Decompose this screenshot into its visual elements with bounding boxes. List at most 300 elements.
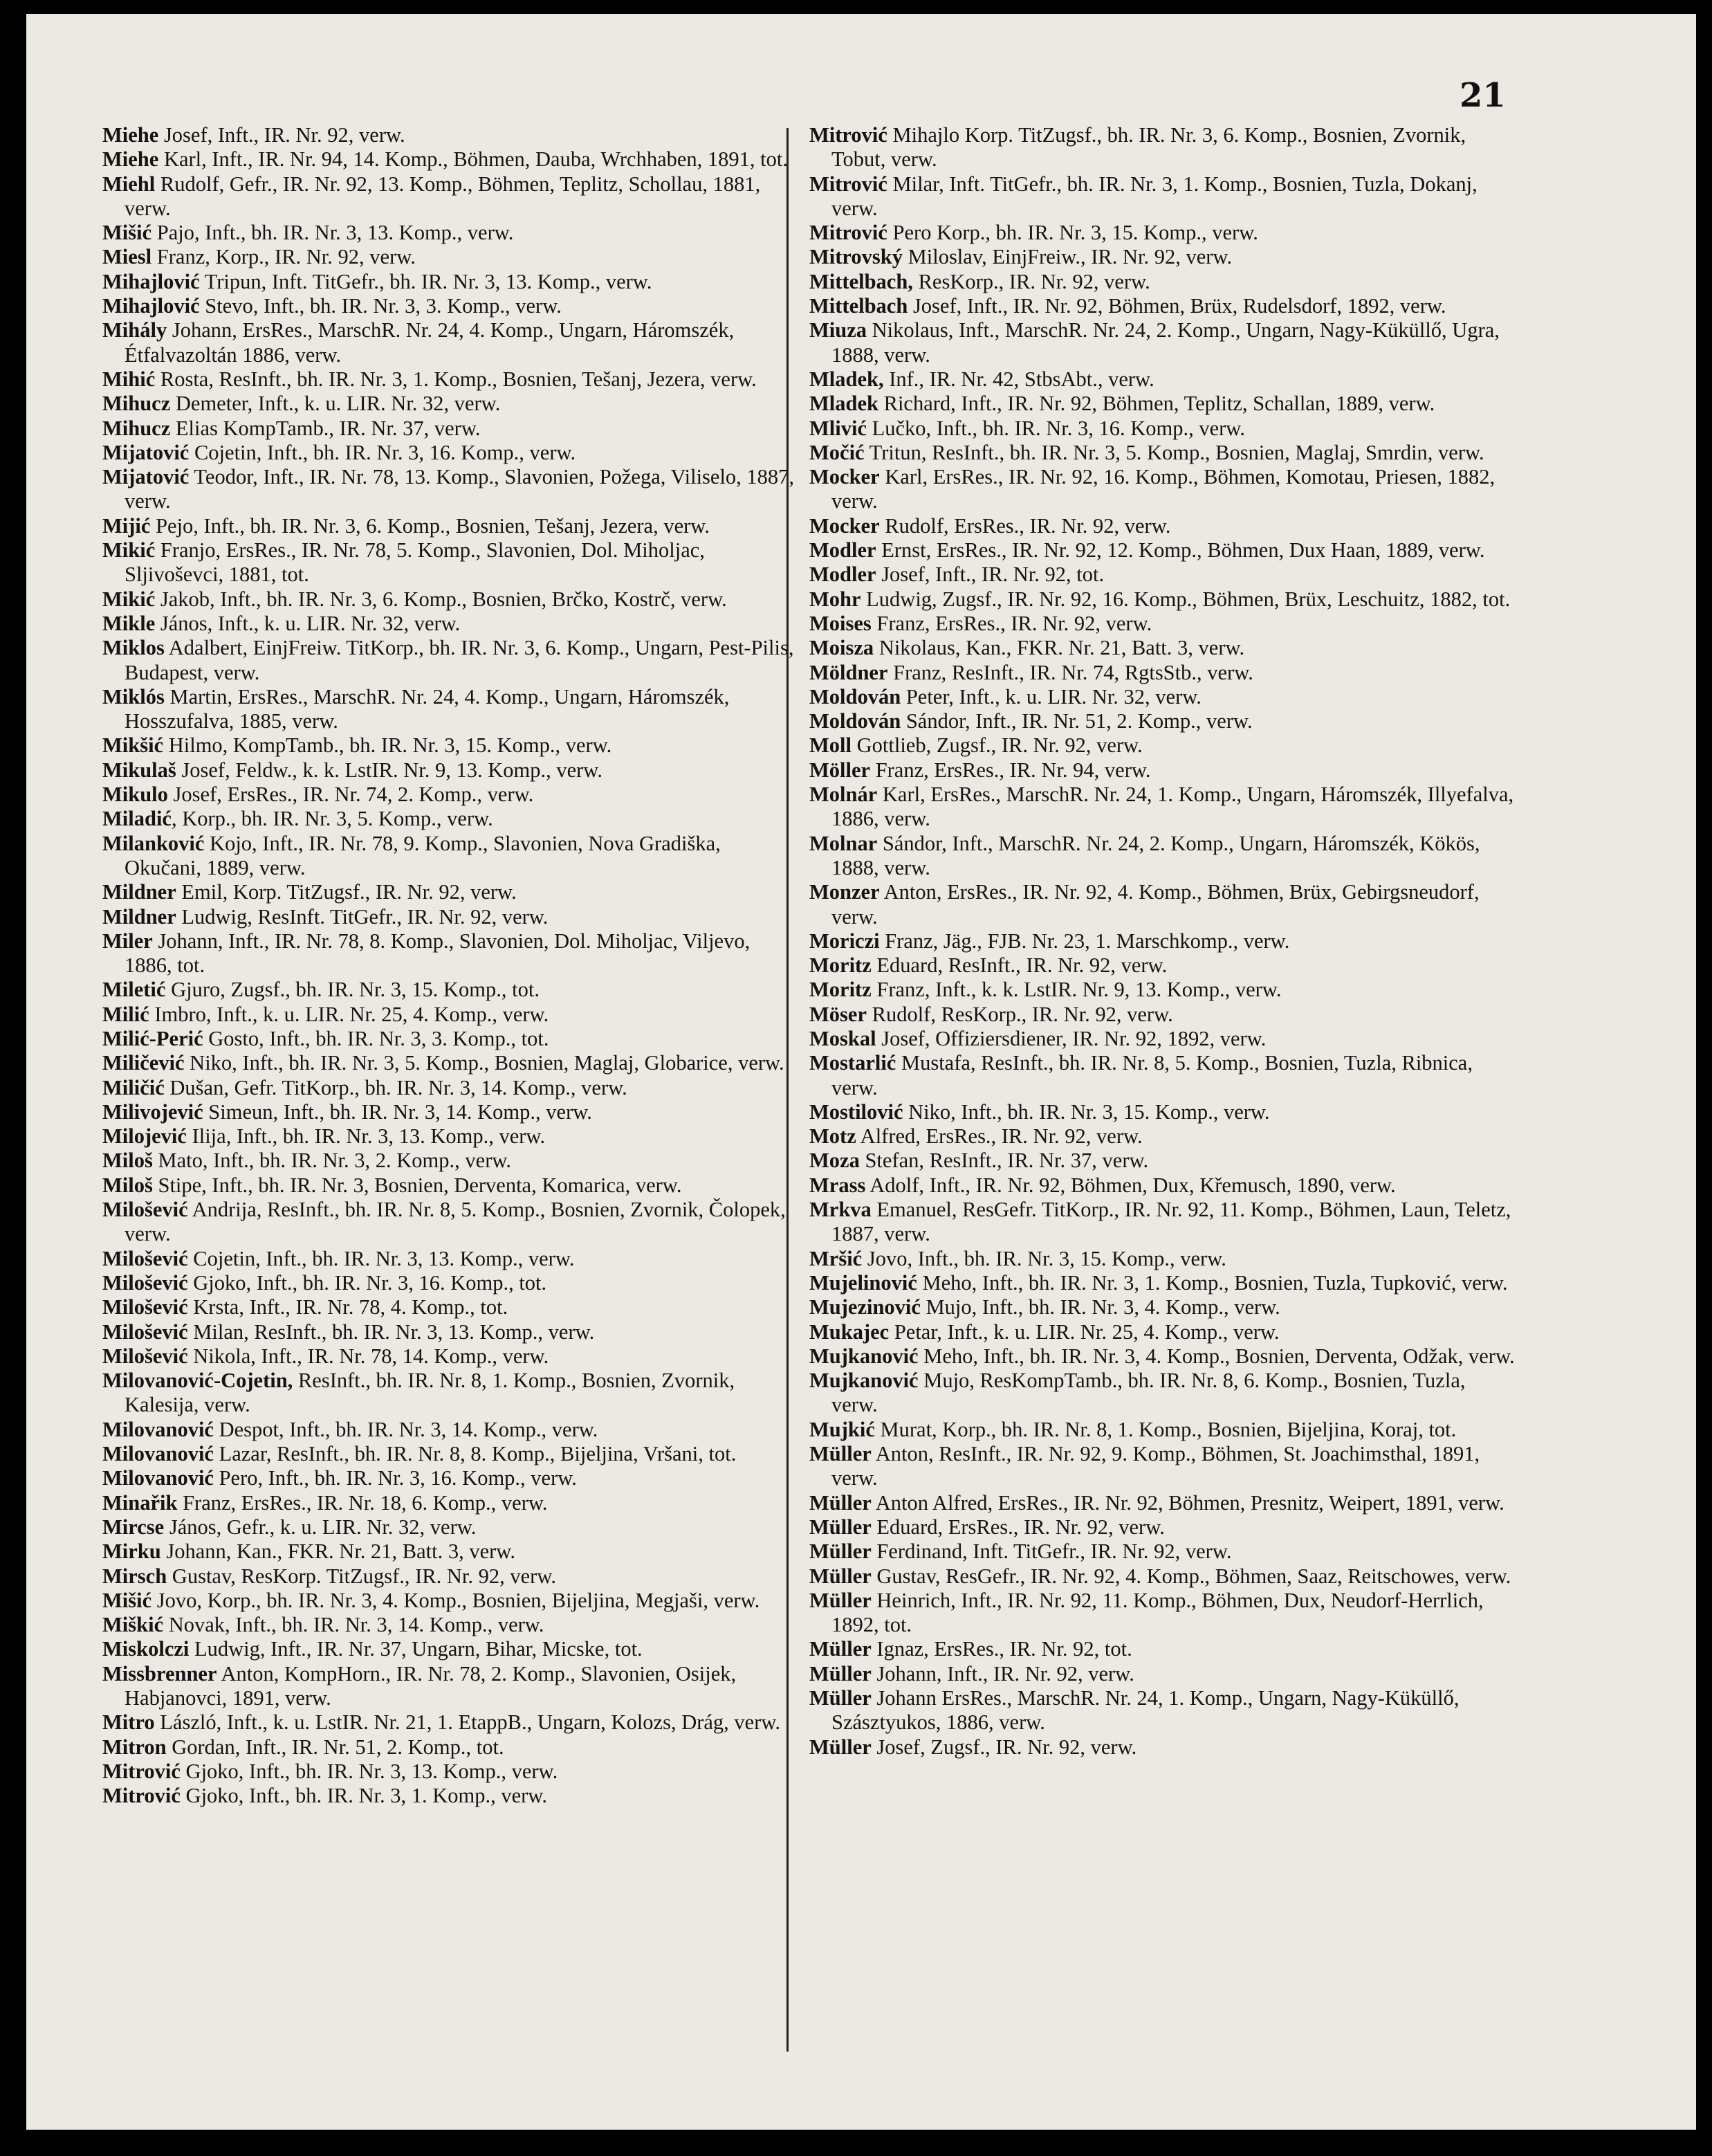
entry-details: Demeter, Inft., k. u. LIR. Nr. 32, verw.: [170, 392, 501, 416]
entry-surname: Mikšić: [102, 733, 164, 758]
list-entry: [102, 1515, 801, 1540]
entry-surname: Mikić: [102, 587, 156, 611]
list-entry: [809, 1124, 1515, 1149]
entry-surname: Milić-Perić: [102, 1026, 203, 1050]
list-entry: [809, 783, 1515, 832]
entry-surname: Miesl: [102, 245, 152, 269]
entry-details: Franz, ResInft., IR. Nr. 74, RgtsStb., verw.: [887, 660, 1253, 684]
list-entry: [809, 929, 1515, 953]
left-column: [102, 123, 801, 1808]
entry-surname: Mladek,: [809, 367, 884, 391]
entry-surname: Müller: [809, 1637, 872, 1661]
entry-surname: Moriczi: [809, 929, 880, 953]
entry-details: Stevo, Inft., bh. IR. Nr. 3, 3. Komp., verw.: [199, 294, 562, 318]
entry-details: Ludwig, ResInft. TitGefr., IR. Nr. 92, verw.: [176, 904, 549, 929]
entry-details: Anton Alfred, ErsRes., IR. Nr. 92, Böhmen, Presnitz, Weipert, 1891, verw.: [871, 1490, 1504, 1515]
list-entry: [102, 587, 801, 612]
entry-surname: Milovanović: [102, 1466, 214, 1490]
entry-details: Pajo, Inft., bh. IR. Nr. 3, 13. Komp., verw.: [151, 221, 514, 245]
entry-details: Gjoko, Inft., bh. IR. Nr. 3, 16. Komp., tot.: [187, 1270, 547, 1295]
entry-details: Inf., IR. Nr. 42, StbsAbt., verw.: [883, 367, 1154, 391]
list-entry: [102, 1466, 801, 1490]
entry-details: Gjoko, Inft., bh. IR. Nr. 3, 1. Komp., verw.: [180, 1784, 547, 1808]
entry-surname: Möller: [809, 758, 871, 782]
entry-details: Rudolf, Gefr., IR. Nr. 92, 13. Komp., Böhmen, Teplitz, Schollau, 1881, verw.: [125, 172, 761, 220]
entry-surname: Mihajlović: [102, 294, 200, 318]
list-entry: [102, 392, 801, 416]
entry-surname: Möser: [809, 1002, 867, 1026]
list-entry: [102, 1613, 801, 1637]
entry-details: Franz, Inft., k. k. LstIR. Nr. 9, 13. Komp., verw.: [871, 978, 1282, 1002]
entry-surname: Moisza: [809, 636, 874, 660]
entry-surname: Müller: [809, 1661, 872, 1685]
list-entry: [809, 417, 1515, 441]
list-entry: [102, 417, 801, 441]
list-entry: [809, 1491, 1515, 1515]
entry-details: Anton, ErsRes., IR. Nr. 92, 4. Komp., Böhmen, Brüx, Gebirgsneudorf, verw.: [831, 880, 1480, 929]
entry-surname: Müller: [809, 1540, 872, 1564]
entry-surname: Mijatović: [102, 465, 190, 489]
list-entry: [809, 1662, 1515, 1686]
entry-surname: Mujkanović: [809, 1369, 919, 1393]
entry-surname: Mostarlić: [809, 1051, 896, 1075]
list-entry: [809, 318, 1515, 367]
list-entry: [102, 1540, 801, 1564]
entry-surname: Miehl: [102, 172, 156, 196]
entry-details: Anton, ResInft., IR. Nr. 92, 9. Komp., Böhmen, St. Joachimsthal, 1891, verw.: [831, 1442, 1480, 1490]
list-entry: [809, 636, 1515, 660]
list-entry: [102, 1198, 801, 1247]
entry-surname: Milojević: [102, 1124, 187, 1149]
list-entry: [102, 318, 801, 367]
entry-details: Josef, Zugsf., IR. Nr. 92, verw.: [871, 1735, 1137, 1759]
entry-details: Franz, ErsRes., IR. Nr. 18, 6. Komp., verw.: [177, 1490, 548, 1515]
entry-details: Jovo, Korp., bh. IR. Nr. 3, 4. Komp., Bosnien, Bijeljina, Megjaši, verw.: [151, 1588, 760, 1612]
list-entry: [809, 1589, 1515, 1638]
entry-surname: Mittelbach: [809, 294, 908, 318]
entry-details: Cojetin, Inft., bh. IR. Nr. 3, 13. Komp., verw.: [187, 1246, 575, 1270]
list-entry: [102, 514, 801, 538]
entry-details: Pejo, Inft., bh. IR. Nr. 3, 6. Komp., Bosnien, Tešanj, Jezera, verw.: [150, 513, 710, 538]
entry-surname: Mitrović: [809, 123, 887, 147]
entry-details: Sándor, Inft., MarschR. Nr. 24, 2. Komp., Ungarn, Háromszék, Kökös, 1888, verw.: [831, 831, 1480, 879]
entry-surname: Miklós: [102, 684, 165, 709]
entry-details: Gosto, Inft., bh. IR. Nr. 3, 3. Komp., tot.: [203, 1026, 549, 1050]
entry-surname: Milovanović: [102, 1417, 214, 1441]
entry-details: Meho, Inft., bh. IR. Nr. 3, 1. Komp., Bosnien, Tuzla, Tupković, verw.: [917, 1270, 1508, 1295]
list-entry: [809, 1295, 1515, 1319]
entry-details: Rudolf, ResKorp., IR. Nr. 92, verw.: [866, 1002, 1173, 1026]
list-entry: [809, 1515, 1515, 1540]
entry-surname: Miličić: [102, 1075, 165, 1099]
entry-details: Imbro, Inft., k. u. LIR. Nr. 25, 4. Komp., verw.: [149, 1002, 549, 1026]
entry-surname: Moldován: [809, 684, 901, 709]
entry-surname: Mircse: [102, 1515, 165, 1539]
list-entry: [102, 1051, 801, 1075]
list-entry: [102, 1271, 801, 1295]
entry-details: Gottlieb, Zugsf., IR. Nr. 92, verw.: [852, 733, 1143, 758]
list-entry: [102, 1637, 801, 1661]
entry-surname: Molnár: [809, 783, 878, 807]
entry-details: Rudolf, ErsRes., IR. Nr. 92, verw.: [879, 513, 1171, 538]
entry-surname: Mikle: [102, 611, 156, 635]
list-entry: [102, 880, 801, 904]
entry-details: Eduard, ErsRes., IR. Nr. 92, verw.: [871, 1515, 1165, 1539]
right-column: [809, 123, 1515, 1760]
entry-details: Sándor, Inft., IR. Nr. 51, 2. Komp., verw.: [901, 709, 1253, 733]
list-entry: [102, 1710, 801, 1735]
list-entry: [809, 1320, 1515, 1344]
entry-details: Josef, Inft., IR. Nr. 92, Böhmen, Brüx, Rudelsdorf, 1892, verw.: [908, 294, 1446, 318]
entry-surname: Mikulo: [102, 783, 168, 807]
entry-details: Franz, Jäg., FJB. Nr. 23, 1. Marschkomp., verw.: [879, 929, 1290, 953]
list-entry: [102, 783, 801, 807]
entry-details: Johann, ErsRes., MarschR. Nr. 24, 4. Komp., Ungarn, Háromszék, Étfalvazoltán 1886, verw.: [125, 318, 735, 367]
entry-surname: Mihucz: [102, 392, 171, 416]
entry-details: Murat, Korp., bh. IR. Nr. 8, 1. Komp., Bosnien, Bijeljina, Koraj, tot.: [874, 1417, 1457, 1441]
entry-surname: Mildner: [102, 880, 176, 904]
list-entry: [809, 1735, 1515, 1760]
entry-surname: Molnar: [809, 831, 878, 855]
list-entry: [809, 465, 1515, 514]
entry-surname: Moza: [809, 1149, 860, 1173]
entry-details: Stipe, Inft., bh. IR. Nr. 3, Bosnien, Derventa, Komarica, verw.: [152, 1173, 682, 1197]
list-entry: [102, 807, 801, 831]
entry-details: Heinrich, Inft., IR. Nr. 92, 11. Komp., Böhmen, Dux, Neudorf-Herrlich, 1892, tot.: [831, 1588, 1484, 1637]
list-entry: [102, 1124, 801, 1149]
entry-details: Franz, Korp., IR. Nr. 92, verw.: [151, 245, 416, 269]
entry-details: Niko, Inft., bh. IR. Nr. 3, 5. Komp., Bosnien, Maglaj, Globarice, verw.: [184, 1051, 784, 1075]
entry-surname: Milošević: [102, 1270, 188, 1295]
entry-details: Milar, Inft. TitGefr., bh. IR. Nr. 3, 1. Komp., Bosnien, Tuzla, Dokanj, verw.: [831, 172, 1478, 220]
list-entry: [809, 245, 1515, 269]
list-entry: [102, 905, 801, 929]
list-entry: [102, 685, 801, 734]
list-entry: [809, 1686, 1515, 1735]
entry-details: Gustav, ResGefr., IR. Nr. 92, 4. Komp., Böhmen, Saaz, Reitschowes, verw.: [871, 1564, 1511, 1588]
entry-surname: Mirsch: [102, 1564, 167, 1588]
entry-details: Franz, ErsRes., IR. Nr. 92, verw.: [871, 611, 1152, 635]
entry-surname: Mittelbach,: [809, 269, 913, 293]
entry-surname: Mitrović: [809, 172, 887, 196]
entry-surname: Mitron: [102, 1735, 167, 1759]
list-entry: [809, 1344, 1515, 1369]
entry-surname: Miličević: [102, 1051, 185, 1075]
list-entry: [809, 270, 1515, 294]
entry-surname: Mladek: [809, 392, 878, 416]
list-entry: [102, 1564, 801, 1589]
list-entry: [102, 1589, 801, 1613]
list-entry: [102, 832, 801, 881]
list-entry: [102, 1735, 801, 1760]
entry-details: Gjuro, Zugsf., bh. IR. Nr. 3, 15. Komp., tot.: [165, 978, 540, 1002]
entry-details: Rosta, ResInft., bh. IR. Nr. 3, 1. Komp., Bosnien, Tešanj, Jezera, verw.: [155, 367, 757, 391]
entry-details: János, Gefr., k. u. LIR. Nr. 32, verw.: [164, 1515, 477, 1539]
entry-details: Mujo, Inft., bh. IR. Nr. 3, 4. Komp., verw.: [920, 1295, 1280, 1319]
list-entry: [809, 1442, 1515, 1491]
entry-details: Miloslav, EinjFreiw., IR. Nr. 92, verw.: [903, 245, 1233, 269]
entry-surname: Miskolczi: [102, 1637, 190, 1661]
list-entry: [102, 1027, 801, 1051]
entry-details: Andrija, ResInft., bh. IR. Nr. 8, 5. Komp., Bosnien, Zvornik, Čolopek, verw.: [125, 1198, 786, 1246]
entry-details: Kojo, Inft., IR. Nr. 78, 9. Komp., Slavonien, Nova Gradiška, Okučani, 1889, verw.: [125, 831, 721, 879]
entry-surname: Motz: [809, 1124, 856, 1149]
entry-details: ResInft., bh. IR. Nr. 8, 1. Komp., Bosnien, Zvornik, Kalesija, verw.: [125, 1369, 735, 1417]
list-entry: [809, 1003, 1515, 1027]
list-entry: [809, 661, 1515, 685]
list-entry: [809, 392, 1515, 416]
entry-details: Ernst, ErsRes., IR. Nr. 92, 12. Komp., Böhmen, Dux Haan, 1889, verw.: [876, 538, 1485, 563]
entry-surname: Milić: [102, 1002, 149, 1026]
list-entry: [809, 123, 1515, 172]
list-entry: [102, 538, 801, 587]
entry-details: Mihajlo Korp. TitZugsf., bh. IR. Nr. 3, 6. Komp., Bosnien, Zvornik, Tobut, verw.: [831, 123, 1466, 172]
list-entry: [102, 1295, 801, 1319]
list-entry: [102, 758, 801, 783]
entry-details: Anton, KompHorn., IR. Nr. 78, 2. Komp., Slavonien, Osijek, Habjanovci, 1891, verw.: [125, 1661, 737, 1710]
entry-surname: Milanković: [102, 831, 205, 855]
entry-details: Teodor, Inft., IR. Nr. 78, 13. Komp., Slavonien, Požega, Viliselo, 1887, verw.: [125, 465, 795, 513]
list-entry: [102, 123, 801, 147]
entry-details: Nikolaus, Kan., FKR. Nr. 21, Batt. 3, verw.: [874, 636, 1245, 660]
entry-details: Novak, Inft., bh. IR. Nr. 3, 14. Komp., verw.: [163, 1613, 544, 1637]
list-entry: [102, 1247, 801, 1271]
entry-surname: Möldner: [809, 660, 888, 684]
list-entry: [809, 172, 1515, 221]
entry-details: Ignaz, ErsRes., IR. Nr. 92, tot.: [871, 1637, 1132, 1661]
entry-details: Gustav, ResKorp. TitZugsf., IR. Nr. 92, verw.: [167, 1564, 557, 1588]
entry-surname: Mišić: [102, 221, 152, 245]
list-entry: [809, 709, 1515, 733]
entry-details: Jovo, Inft., bh. IR. Nr. 3, 15. Komp., verw.: [862, 1246, 1226, 1270]
entry-surname: Mujezinović: [809, 1295, 921, 1319]
list-entry: [809, 1369, 1515, 1418]
entry-details: Karl, ErsRes., IR. Nr. 92, 16. Komp., Böhmen, Komotau, Priesen, 1882, verw.: [831, 465, 1495, 513]
list-entry: [102, 929, 801, 978]
entry-surname: Missbrenner: [102, 1661, 217, 1685]
entry-details: Elias KompTamb., IR. Nr. 37, verw.: [170, 416, 481, 440]
list-entry: [102, 978, 801, 1002]
entry-details: Emanuel, ResGefr. TitKorp., IR. Nr. 92, 11. Komp., Böhmen, Laun, Teletz, 1887, verw.: [831, 1198, 1511, 1246]
list-entry: [102, 1076, 801, 1100]
entry-surname: Milovanović-Cojetin,: [102, 1369, 293, 1393]
entry-details: Pero Korp., bh. IR. Nr. 3, 15. Komp., verw.: [887, 221, 1258, 245]
list-entry: [809, 733, 1515, 758]
entry-details: Josef, ErsRes., IR. Nr. 74, 2. Komp., verw.: [167, 783, 534, 807]
entry-details: , Korp., bh. IR. Nr. 3, 5. Komp., verw.: [171, 807, 493, 831]
list-entry: [102, 1491, 801, 1515]
entry-details: Josef, Inft., IR. Nr. 92, tot.: [876, 563, 1105, 587]
entry-details: Milan, ResInft., bh. IR. Nr. 3, 13. Komp., verw.: [187, 1319, 595, 1344]
list-entry: [809, 1100, 1515, 1124]
entry-surname: Moises: [809, 611, 872, 635]
entry-details: Emil, Korp. TitZugsf., IR. Nr. 92, verw.: [176, 880, 517, 904]
entry-details: Tritun, ResInft., bh. IR. Nr. 3, 5. Komp., Bosnien, Maglaj, Smrdin, verw.: [864, 440, 1484, 464]
entry-surname: Miuza: [809, 318, 867, 342]
entry-surname: Miehe: [102, 123, 159, 147]
entry-details: Johann, Inft., IR. Nr. 92, verw.: [871, 1661, 1134, 1685]
list-entry: [809, 538, 1515, 563]
entry-surname: Moldován: [809, 709, 901, 733]
entry-surname: Mujkanović: [809, 1344, 919, 1368]
list-entry: [102, 1784, 801, 1808]
list-entry: [102, 270, 801, 294]
entry-details: Johann ErsRes., MarschR. Nr. 24, 1. Komp., Ungarn, Nagy-Küküllő, Szásztyukos, 1886, verw.: [831, 1686, 1460, 1735]
entry-surname: Mihucz: [102, 416, 171, 440]
entry-surname: Mocker: [809, 465, 880, 489]
entry-surname: Minařik: [102, 1490, 178, 1515]
entry-surname: Müller: [809, 1490, 872, 1515]
entry-surname: Miklos: [102, 636, 165, 660]
entry-surname: Müller: [809, 1442, 872, 1466]
entry-surname: Mukajec: [809, 1319, 890, 1344]
entry-details: Gordan, Inft., IR. Nr. 51, 2. Komp., tot.: [166, 1735, 504, 1759]
entry-surname: Milivojević: [102, 1099, 203, 1124]
list-entry: [809, 367, 1515, 392]
entry-surname: Müller: [809, 1686, 872, 1710]
entry-details: Pero, Inft., bh. IR. Nr. 3, 16. Komp., verw.: [213, 1466, 577, 1490]
entry-details: Josef, Inft., IR. Nr. 92, verw.: [158, 123, 405, 147]
list-entry: [102, 733, 801, 758]
entry-surname: Miladić: [102, 807, 172, 831]
entry-surname: Milovanović: [102, 1442, 214, 1466]
entry-details: Tripun, Inft. TitGefr., bh. IR. Nr. 3, 13. Komp., verw.: [199, 269, 652, 293]
entry-surname: Mildner: [102, 904, 176, 929]
entry-surname: Mrass: [809, 1173, 866, 1197]
list-entry: [809, 1418, 1515, 1442]
list-entry: [102, 1320, 801, 1344]
entry-surname: Moritz: [809, 953, 872, 978]
list-entry: [102, 465, 801, 514]
list-entry: [809, 1564, 1515, 1589]
entry-details: Josef, Feldw., k. k. LstIR. Nr. 9, 13. Komp., verw.: [176, 758, 602, 782]
list-entry: [102, 1149, 801, 1173]
entry-surname: Mujelinović: [809, 1270, 917, 1295]
entry-surname: Mrkva: [809, 1198, 872, 1222]
entry-details: Petar, Inft., k. u. LIR. Nr. 25, 4. Komp., verw.: [889, 1319, 1280, 1344]
entry-details: Franz, ErsRes., IR. Nr. 94, verw.: [870, 758, 1151, 782]
list-entry: [102, 1418, 801, 1442]
list-entry: [102, 612, 801, 636]
entry-surname: Mitrović: [102, 1784, 181, 1808]
list-entry: [809, 1198, 1515, 1247]
entry-details: Krsta, Inft., IR. Nr. 78, 4. Komp., tot.: [187, 1295, 508, 1319]
entry-surname: Modler: [809, 563, 876, 587]
entry-surname: Moskal: [809, 1026, 876, 1050]
entry-surname: Müller: [809, 1564, 872, 1588]
list-entry: [809, 587, 1515, 612]
entry-surname: Mihajlović: [102, 269, 200, 293]
entry-details: Cojetin, Inft., bh. IR. Nr. 3, 16. Komp., verw.: [189, 440, 576, 464]
entry-details: Johann, Inft., IR. Nr. 78, 8. Komp., Slavonien, Dol. Miholjac, Viljevo, 1886, tot.: [125, 929, 751, 978]
entry-details: Johann, Kan., FKR. Nr. 21, Batt. 3, verw.: [160, 1540, 515, 1564]
entry-details: Nikola, Inft., IR. Nr. 78, 14. Komp., verw.: [187, 1344, 549, 1368]
entry-details: Hilmo, KompTamb., bh. IR. Nr. 3, 15. Komp., verw.: [163, 733, 612, 758]
entry-details: Simeun, Inft., bh. IR. Nr. 3, 14. Komp., verw.: [203, 1099, 592, 1124]
entry-surname: Mohr: [809, 587, 861, 611]
entry-surname: Mitro: [102, 1710, 155, 1735]
entry-surname: Milošević: [102, 1246, 188, 1270]
entry-details: Dušan, Gefr. TitKorp., bh. IR. Nr. 3, 14. Komp., verw.: [164, 1075, 627, 1099]
list-entry: [102, 441, 801, 465]
entry-surname: Moritz: [809, 978, 872, 1002]
entry-details: Mato, Inft., bh. IR. Nr. 3, 2. Komp., verw.: [152, 1149, 512, 1173]
entry-surname: Miloš: [102, 1173, 153, 1197]
list-entry: [809, 221, 1515, 245]
entry-surname: Mihály: [102, 318, 167, 342]
list-entry: [809, 1637, 1515, 1661]
entry-surname: Monzer: [809, 880, 880, 904]
list-entry: [809, 1271, 1515, 1295]
entry-surname: Mlivić: [809, 416, 867, 440]
entry-details: László, Inft., k. u. LstIR. Nr. 21, 1. EtappB., Ungarn, Kolozs, Drág, verw.: [154, 1710, 781, 1735]
list-entry: [102, 1173, 801, 1198]
entry-details: Stefan, ResInft., IR. Nr. 37, verw.: [859, 1149, 1149, 1173]
entry-surname: Mijić: [102, 513, 151, 538]
entry-details: Alfred, ErsRes., IR. Nr. 92, verw.: [856, 1124, 1143, 1149]
list-entry: [102, 147, 801, 172]
entry-surname: Miloš: [102, 1149, 153, 1173]
entry-details: Lazar, ResInft., bh. IR. Nr. 8, 8. Komp., Bijeljina, Vršani, tot.: [213, 1442, 737, 1466]
entry-surname: Müller: [809, 1515, 872, 1539]
entry-surname: Müller: [809, 1588, 872, 1612]
list-entry: [809, 563, 1515, 587]
entry-surname: Mijatović: [102, 440, 190, 464]
list-entry: [809, 953, 1515, 978]
entry-details: Ferdinand, Inft. TitGefr., IR. Nr. 92, verw.: [871, 1540, 1232, 1564]
entry-surname: Mitrović: [102, 1759, 181, 1783]
list-entry: [809, 1027, 1515, 1051]
list-entry: [102, 1003, 801, 1027]
entry-details: Lučko, Inft., bh. IR. Nr. 3, 16. Komp., verw.: [867, 416, 1245, 440]
list-entry: [809, 441, 1515, 465]
entry-surname: Mikulaš: [102, 758, 176, 782]
list-entry: [102, 1760, 801, 1784]
list-entry: [809, 294, 1515, 318]
entry-surname: Milošević: [102, 1344, 188, 1368]
entry-details: Josef, Offiziersdiener, IR. Nr. 92, 1892, verw.: [876, 1026, 1267, 1050]
entry-surname: Mišić: [102, 1588, 152, 1612]
entry-surname: Mocker: [809, 513, 880, 538]
entry-surname: Miehe: [102, 147, 159, 172]
entry-surname: Milošević: [102, 1319, 188, 1344]
list-entry: [809, 1247, 1515, 1271]
list-entry: [809, 1540, 1515, 1564]
list-entry: [809, 1149, 1515, 1173]
entry-details: Martin, ErsRes., MarschR. Nr. 24, 4. Komp., Ungarn, Háromszék, Hosszufalva, 1885, verw.: [125, 684, 730, 733]
list-entry: [102, 1442, 801, 1466]
entry-details: Mujo, ResKompTamb., bh. IR. Nr. 8, 6. Komp., Bosnien, Tuzla, verw.: [831, 1369, 1466, 1417]
entry-surname: Müller: [809, 1735, 872, 1759]
entry-details: Ludwig, Zugsf., IR. Nr. 92, 16. Komp., Böhmen, Brüx, Leschuitz, 1882, tot.: [860, 587, 1511, 611]
entry-details: Adolf, Inft., IR. Nr. 92, Böhmen, Dux, Křemusch, 1890, verw.: [865, 1173, 1396, 1197]
entry-surname: Mršić: [809, 1246, 863, 1270]
entry-details: Adalbert, EinjFreiw. TitKorp., bh. IR. Nr. 3, 6. Komp., Ungarn, Pest-Pilis, Budapest, verw.: [125, 636, 794, 684]
entry-surname: Miletić: [102, 978, 166, 1002]
list-entry: [102, 1369, 801, 1418]
entry-details: Ilija, Inft., bh. IR. Nr. 3, 13. Komp., verw.: [186, 1124, 546, 1149]
list-entry: [809, 880, 1515, 929]
list-entry: [809, 514, 1515, 538]
entry-surname: Mujkić: [809, 1417, 875, 1441]
list-entry: [102, 221, 801, 245]
entry-surname: Mirku: [102, 1540, 161, 1564]
entry-details: Gjoko, Inft., bh. IR. Nr. 3, 13. Komp., verw.: [180, 1759, 558, 1783]
entry-details: Jakob, Inft., bh. IR. Nr. 3, 6. Komp., Bosnien, Brčko, Kostrč, verw.: [155, 587, 727, 611]
list-entry: [102, 172, 801, 221]
entry-surname: Mihić: [102, 367, 156, 391]
entry-details: ResKorp., IR. Nr. 92, verw.: [912, 269, 1150, 293]
